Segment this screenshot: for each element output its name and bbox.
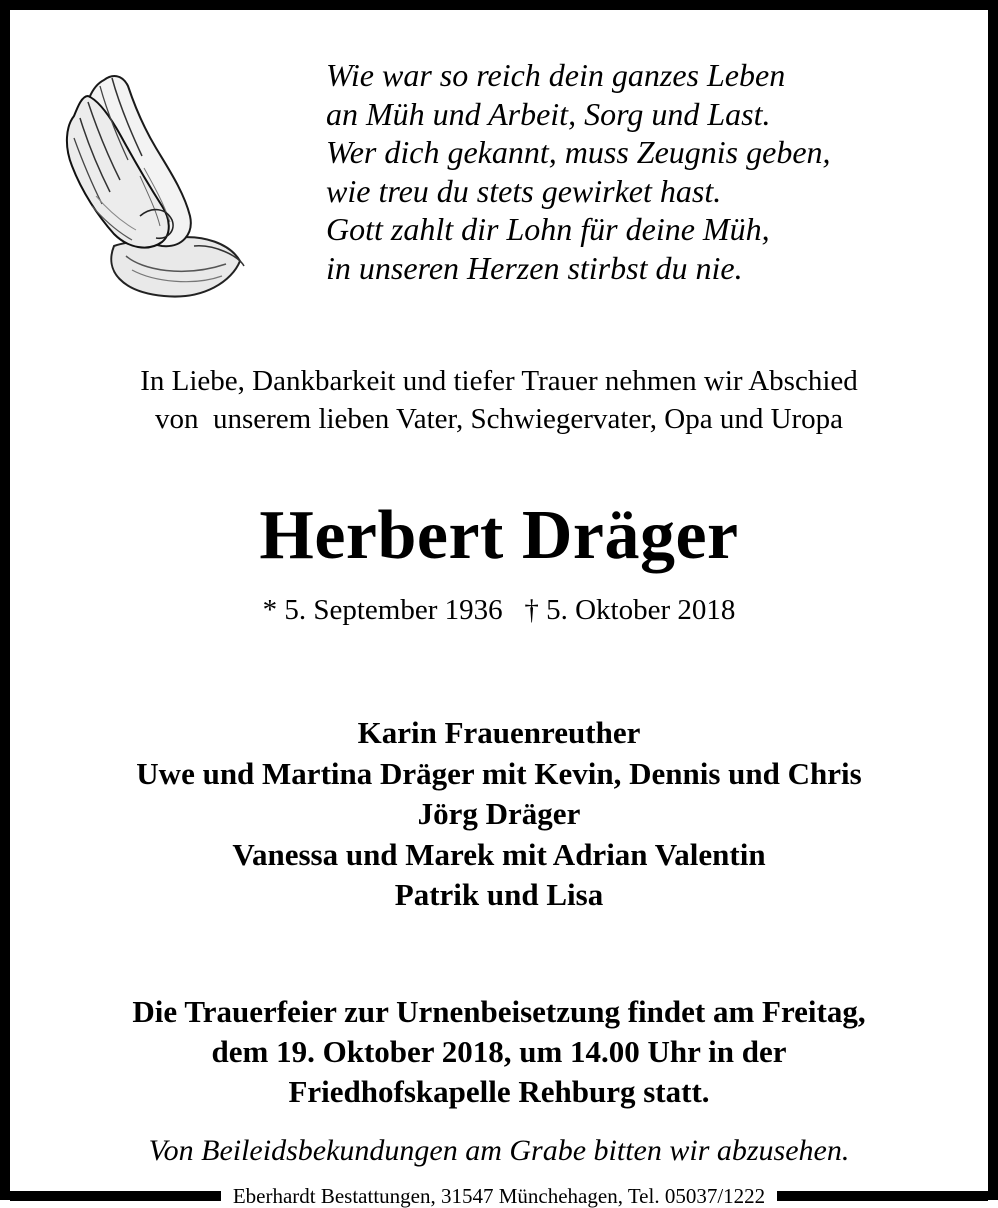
family-member: Patrik und Lisa — [394, 877, 604, 912]
poem-line: Wer dich gekannt, muss Zeugnis geben, — [326, 134, 831, 171]
poem-line: Wie war so reich dein ganzes Leben — [326, 57, 786, 93]
deceased-name: Herbert Dräger — [259, 497, 739, 574]
poem-line: wie treu du stets gewirket hast. — [326, 172, 722, 209]
family-member: Karin Frauenreuther — [357, 715, 641, 750]
poem-line: Gott zahlt dir Lohn für deine Müh, — [326, 211, 770, 248]
family-member: Jörg Dräger — [417, 796, 581, 831]
bottom-border — [10, 1183, 988, 1208]
ceremony-line: Friedhofskapelle Rehburg statt. — [288, 1074, 710, 1109]
ceremony-line: Die Trauerfeier zur Urnenbeisetzung findet am Freitag, — [132, 994, 866, 1029]
poem — [326, 56, 831, 288]
border-line-right — [777, 1191, 988, 1201]
praying-hands-icon — [44, 56, 254, 306]
funeral-home-footer: Eberhardt Bestattungen, 31547 Münchehagen, Tel. 05037/1222 — [221, 1185, 777, 1207]
ceremony-line: dem 19. Oktober 2018, um 14.00 Uhr in der — [211, 1034, 787, 1069]
condolence-note: Von Beileidsbekundungen am Grabe bitten wir abzusehen. — [148, 1134, 850, 1167]
intro-line: In Liebe, Dankbarkeit und tiefer Trauer nehmen wir Abschied — [140, 365, 858, 397]
border-line-left — [10, 1191, 221, 1201]
farewell-intro — [10, 362, 988, 438]
family-member: Vanessa und Marek mit Adrian Valentin — [232, 836, 766, 872]
family-member: Uwe und Martina Dräger mit Kevin, Dennis und Chris — [136, 755, 862, 791]
poem-line: in unseren Herzen stirbst du nie. — [326, 249, 743, 286]
ceremony-notice — [10, 992, 988, 1112]
life-dates: * 5. September 1936 † 5. Oktober 2018 — [262, 594, 736, 626]
intro-line: von unserem lieben Vater, Schwiegervater, Opa und Uropa — [154, 403, 844, 435]
family-list — [10, 713, 988, 916]
poem-line: an Müh und Arbeit, Sorg und Last. — [326, 95, 771, 132]
